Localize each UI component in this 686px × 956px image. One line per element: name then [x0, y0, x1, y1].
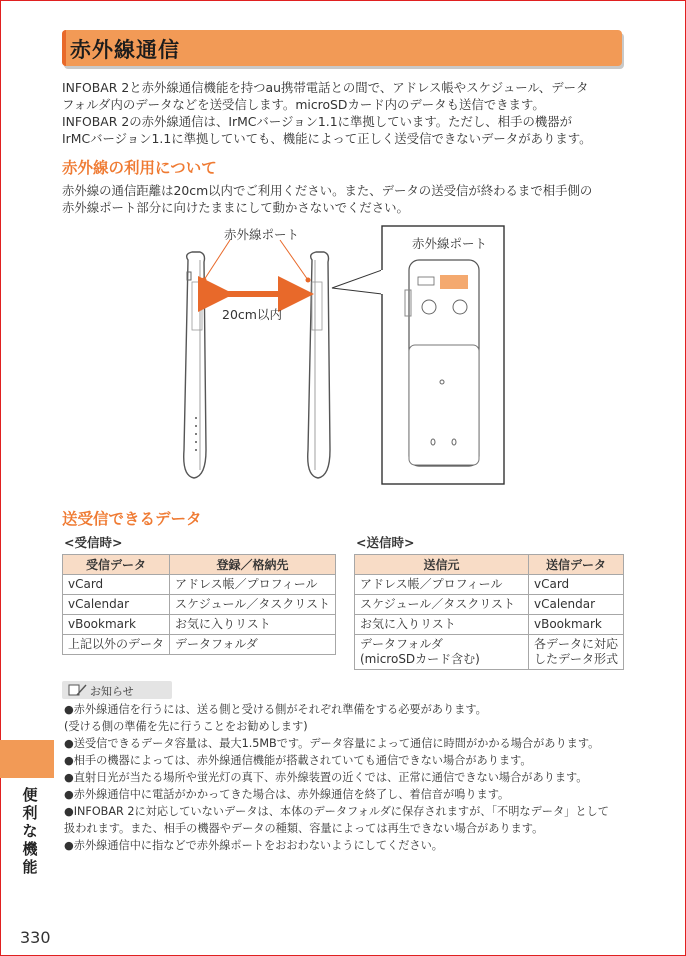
title-bar [62, 30, 622, 66]
label-infrared-port-zoom: 赤外線ポート [412, 236, 488, 251]
cell-line: 各データに対応 [533, 637, 618, 651]
note-item: ●INFOBAR 2に対応していないデータは、本体のデータフォルダに保存されますが、「不明なデータ」として [64, 805, 609, 818]
cell-line: データフォルダ [360, 637, 443, 651]
table-cell: アドレス帳／プロフィール [170, 575, 336, 595]
column-header: 送信元 [355, 555, 529, 575]
table-row [63, 575, 336, 595]
page-number: 330 [20, 928, 51, 947]
table-cell: お気に入りリスト [355, 615, 529, 635]
table-header-row [63, 555, 336, 575]
column-header: 登録／格納先 [170, 555, 336, 575]
intro-line-2: フォルダ内のデータなどを送受信します。microSDカード内のデータも送信できます。 [62, 97, 545, 112]
section-heading-usage: 赤外線の利用について [62, 159, 217, 177]
note-item: ●送受信できるデータ容量は、最大1.5MBです。データ容量によって通信に時間がかかる場合があります。 [64, 737, 600, 750]
table-row [355, 575, 624, 595]
note-item: ●赤外線通信中に電話がかかってきた場合は、赤外線通信を終了し、着信音が鳴ります。 [64, 788, 510, 801]
side-section-label: 便利な機能 [22, 786, 38, 876]
section-heading-data: 送受信できるデータ [62, 510, 202, 528]
label-distance: 20cm以内 [222, 307, 282, 322]
side-tab [0, 740, 54, 778]
left-phone-illustration [184, 252, 206, 478]
send-table [354, 554, 624, 670]
table-cell [528, 635, 623, 670]
intro-line-3: INFOBAR 2の赤外線通信は、IrMCバージョン1.1に準拠しています。ただし、相手の機器が [62, 114, 573, 129]
note-item: 扱われます。また、相手の機器やデータの種類、容量によっては再生できない場合があります。 [64, 822, 544, 835]
table-row [63, 635, 336, 655]
note-item: (受ける側の準備を先に行うことをお勧めします) [64, 720, 308, 733]
table-cell: 上記以外のデータ [63, 635, 170, 655]
cell-line: したデータ形式 [533, 652, 618, 666]
pencil-icon [68, 683, 88, 697]
notice-badge [62, 681, 172, 699]
table-cell: スケジュール／タスクリスト [355, 595, 529, 615]
usage-line-2: 赤外線ポート部分に向けたままにして動かさないでください。 [62, 200, 409, 215]
table-row [63, 595, 336, 615]
usage-line-1: 赤外線の通信距離は20cm以内でご利用ください。また、データの送受信が終わるまで相手側の [62, 183, 593, 198]
column-header: 送信データ [528, 555, 623, 575]
table-row [355, 595, 624, 615]
table-row [355, 615, 624, 635]
table-cell [355, 635, 529, 670]
infrared-port-marker [440, 275, 468, 289]
note-item: ●赤外線通信中に指などで赤外線ポートをおおわないようにしてください。 [64, 839, 443, 852]
column-header: 受信データ [63, 555, 170, 575]
note-item: ●赤外線通信を行うには、送る側と受ける側がそれぞれ準備をする必要があります。 [64, 703, 487, 716]
table-cell: vCalendar [528, 595, 623, 615]
title-accent [62, 30, 66, 66]
table-cell: スケジュール／タスクリスト [170, 595, 336, 615]
table-row [63, 615, 336, 635]
right-phone-illustration [308, 252, 330, 478]
intro-line-1: INFOBAR 2と赤外線通信機能を持つau携帯電話との間で、アドレス帳やスケジュール、データ [62, 80, 589, 95]
note-item: ●相手の機器によっては、赤外線通信機能が搭載されていても通信できない場合があります。 [64, 754, 532, 767]
receive-caption: <受信時> [64, 535, 123, 550]
table-cell: アドレス帳／プロフィール [355, 575, 529, 595]
notice-badge-label: お知らせ [90, 685, 134, 698]
table-cell: お気に入りリスト [170, 615, 336, 635]
table-row [355, 635, 624, 670]
cell-line: (microSDカード含む) [360, 652, 480, 666]
page-title: 赤外線通信 [70, 38, 180, 62]
table-cell: vCard [63, 575, 170, 595]
note-item: ●直射日光が当たる場所や蛍光灯の真下、赤外線装置の近くでは、正常に通信できない場合があります。 [64, 771, 588, 784]
table-cell: vCard [528, 575, 623, 595]
infrared-figure [170, 220, 515, 492]
intro-line-4: IrMCバージョン1.1に準拠していても、機能によって正しく送受信できないデータがあります。 [62, 131, 592, 146]
table-cell: データフォルダ [170, 635, 336, 655]
table-cell: vCalendar [63, 595, 170, 615]
receive-table [62, 554, 336, 655]
table-cell: vBookmark [63, 615, 170, 635]
send-caption: <送信時> [356, 535, 415, 550]
label-infrared-port-left: 赤外線ポート [224, 227, 300, 242]
table-cell: vBookmark [528, 615, 623, 635]
table-header-row [355, 555, 624, 575]
